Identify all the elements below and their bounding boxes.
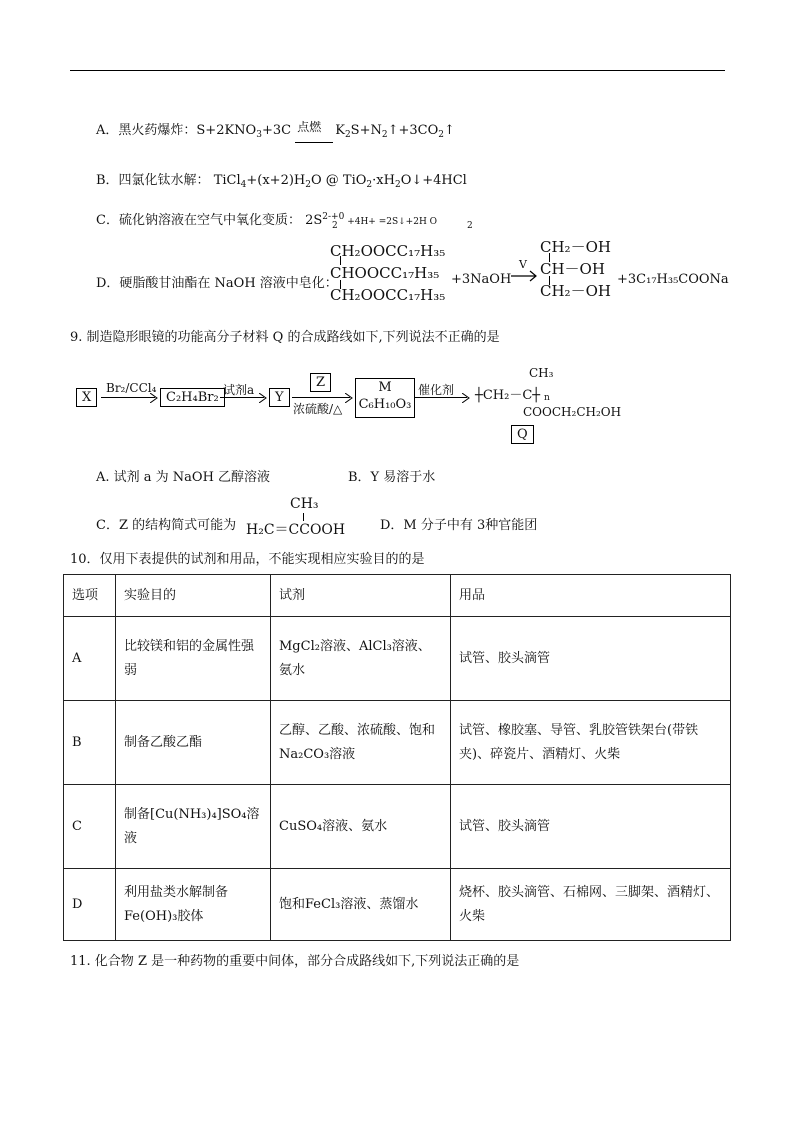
row-purpose: 制备[Cu(NH₃)₄]SO₄溶液 (116, 785, 271, 869)
header-option: 选项 (64, 575, 116, 617)
row-reagent: CuSO₄溶液、氨水 (271, 785, 451, 869)
experiment-table (63, 574, 731, 941)
q8-option-c: C．硫化钠溶液在空气中氧化变质： $2S^{2-+0} +4H+$ =2S↓+2H O (96, 212, 438, 228)
methacrylic-methyl: CH₃ (290, 496, 319, 512)
row-tools: 试管、胶头滴管 (451, 617, 731, 701)
polymer-methyl: CH₃ (529, 366, 554, 380)
arrow-icon (345, 392, 353, 407)
polymer-side-chain: COOCH₂CH₂OH (523, 405, 622, 419)
q8-c-subscript-2: 2 (467, 221, 473, 231)
reaction-condition: 点燃 (297, 120, 322, 134)
row-tools: 烧杯、胶头滴管、石棉网、三脚架、酒精灯、火柴 (451, 869, 731, 941)
compound-x-box: X (76, 388, 97, 407)
q9-option-d: D．M 分子中有 3种官能团 (380, 518, 538, 533)
saponification-condition: V (519, 258, 527, 271)
row-reagent: MgCl₂溶液、AlCl₃溶液、氨水 (271, 617, 451, 701)
reagent-a: 试剂a (223, 383, 255, 397)
row-option: B (64, 701, 116, 785)
table-row (64, 701, 731, 785)
table-row (64, 785, 731, 869)
compound-m-box: M C₆H₁₀O₃ (355, 378, 415, 418)
row-purpose: 制备乙酸乙酯 (116, 701, 271, 785)
glycerol-structure: CH₂－OH CH－OH CH₂－OH (540, 238, 611, 300)
table-row (64, 869, 731, 941)
compound-q-box: Q (511, 425, 534, 444)
row-purpose: 利用盐类水解制备Fe(OH)₃胶体 (116, 869, 271, 941)
sodium-stearate-term: +3C₁₇H₃₅COONa (617, 272, 729, 287)
q8-option-b: B．四氯化钛水解： $TiCl_4+(x+2)H_2O$ @ $TiO_2\cdot xH_2O↓+4HCl$ (96, 173, 467, 190)
table-header-row (64, 575, 731, 617)
reagent-br2: Br₂/CCl₄ (106, 381, 157, 395)
naoh-term: +3NaOH (451, 272, 512, 287)
dibromoethane-box: C₂H₄Br₂ (160, 388, 225, 407)
table-row (64, 617, 731, 701)
triglyceride-structure: CH₂OOCC₁₇H₃₅ CHOOCC₁₇H₃₅ CH₂OOCC₁₇H₃₅ (330, 242, 446, 304)
row-tools: 试管、胶头滴管 (451, 785, 731, 869)
arrow-icon (462, 392, 470, 407)
q11-stem: 11. 化合物 Z 是一种药物的重要中间体，部分合成路线如下,下列说法正确的是 (70, 954, 520, 969)
header-purpose: 实验目的 (116, 575, 271, 617)
q9-option-b: B．Y 易溶于水 (348, 470, 436, 485)
q9-stem: 9. 制造隐形眼镜的功能高分子材料 Q 的合成路线如下,下列说法不正确的是 (70, 330, 500, 345)
header-reagent: 试剂 (271, 575, 451, 617)
q8-option-a: A．黑火药爆炸：$S+2KNO_3+3C$ 点燃 $K_2S+N_2↑+3CO_2↑$ (96, 119, 455, 140)
row-tools: 试管、橡胶塞、导管、乳胶管铁架台(带铁夹)、碎瓷片、酒精灯、火柴 (451, 701, 731, 785)
q8-option-d: D．硬脂酸甘油酯在 NaOH 溶液中皂化： (96, 276, 338, 291)
q10-stem: 10．仅用下表提供的试剂和用品，不能实现相应实验目的的是 (70, 552, 425, 567)
q8-c-subscript: 2 (332, 221, 338, 231)
row-purpose: 比较镁和铝的金属性强弱 (116, 617, 271, 701)
condition-h2so4: 浓硫酸/△ (293, 402, 343, 416)
arrow-icon (150, 392, 158, 407)
compound-z-box: Z (310, 373, 331, 392)
row-option: A (64, 617, 116, 701)
polymer-chain: ┼CH₂－C┼ (475, 388, 541, 403)
header-tools: 用品 (451, 575, 731, 617)
polymer-n: n (544, 393, 550, 403)
compound-y-box: Y (269, 388, 290, 407)
catalyst-label: 催化剂 (418, 383, 455, 397)
row-option: D (64, 869, 116, 941)
methacrylic-acid-formula: H₂C＝CCOOH (246, 522, 346, 538)
arrow-icon (259, 392, 267, 407)
header-rule (70, 70, 725, 71)
row-option: C (64, 785, 116, 869)
reaction-arrow-icon (510, 269, 538, 287)
q9-option-a: A. 试剂 a 为 NaOH 乙醇溶液 (96, 470, 271, 485)
row-reagent: 饱和FeCl₃溶液、蒸馏水 (271, 869, 451, 941)
row-reagent: 乙醇、乙酸、浓硫酸、饱和Na₂CO₃溶液 (271, 701, 451, 785)
q9-option-c: C．Z 的结构简式可能为 (96, 518, 237, 533)
